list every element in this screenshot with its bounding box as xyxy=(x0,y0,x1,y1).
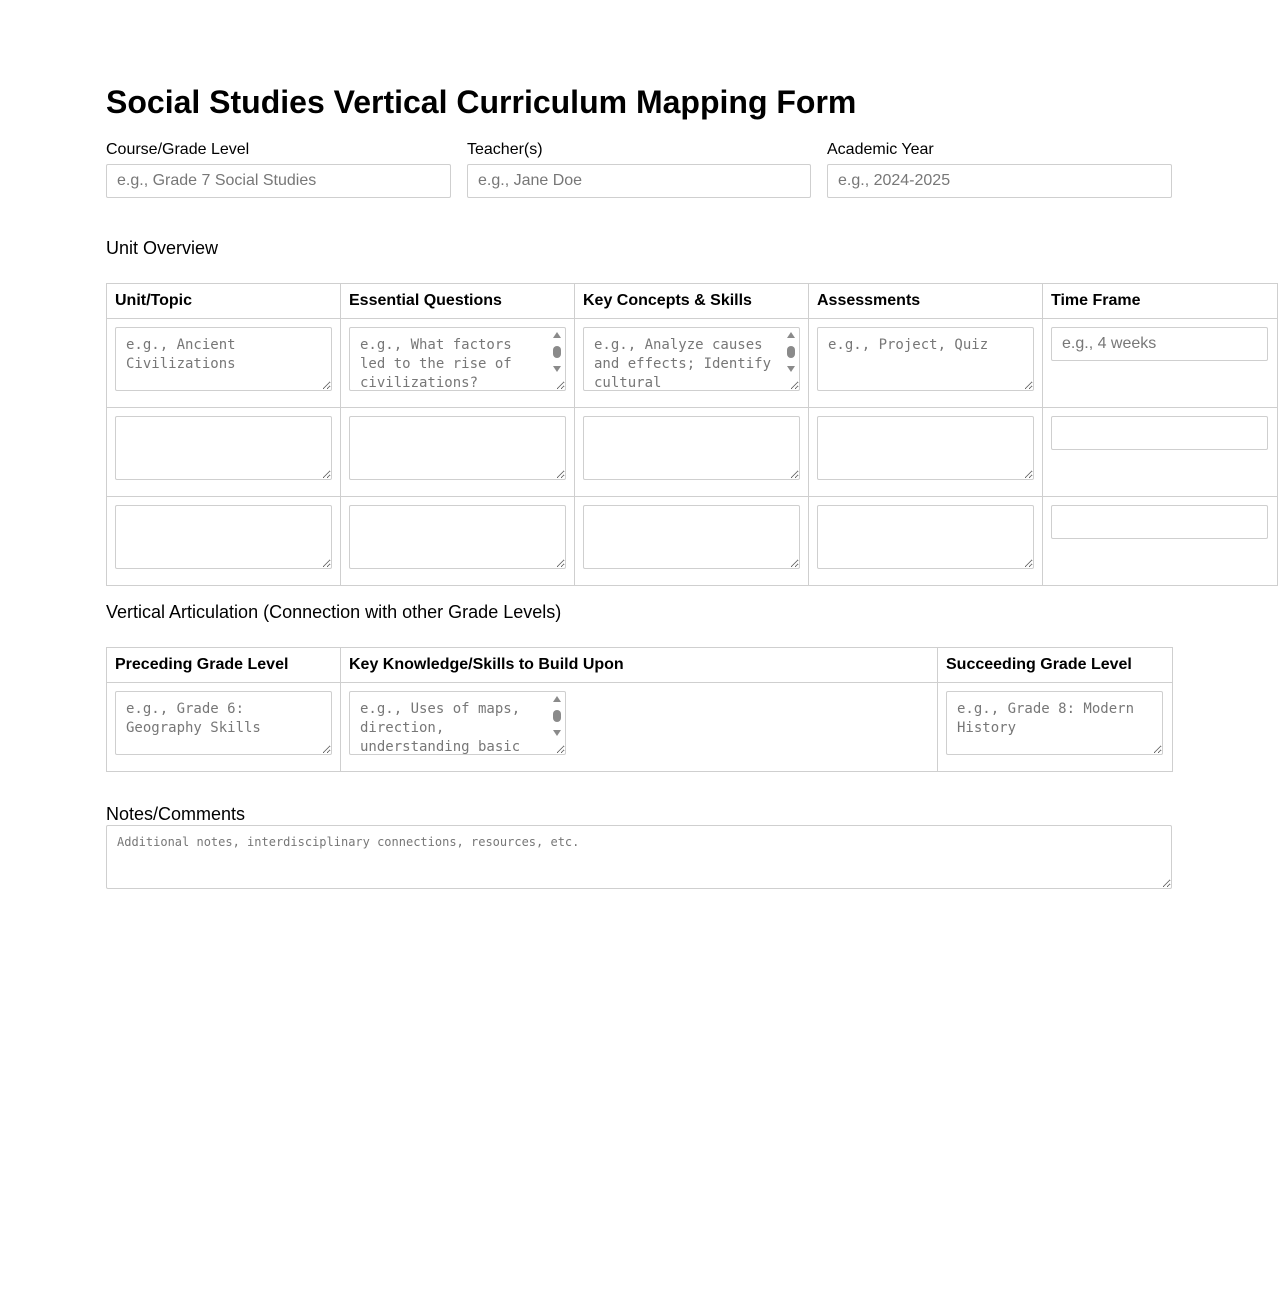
column-header-key-knowledge: Key Knowledge/Skills to Build Upon xyxy=(341,648,938,683)
assessments-textarea[interactable] xyxy=(817,327,1034,391)
table-cell xyxy=(107,497,341,586)
column-header-succeeding-grade: Succeeding Grade Level xyxy=(938,648,1173,683)
essential-questions-textarea[interactable] xyxy=(349,505,566,569)
key-knowledge-wrap xyxy=(349,691,566,755)
page-title: Social Studies Vertical Curriculum Mapping Form xyxy=(106,84,857,120)
assessments-textarea[interactable] xyxy=(817,505,1034,569)
table-cell xyxy=(809,497,1043,586)
key-concepts-textarea[interactable] xyxy=(583,505,800,569)
essential-questions-textarea[interactable] xyxy=(349,416,566,480)
essential-questions-wrap xyxy=(349,327,566,391)
table-row xyxy=(107,497,1278,586)
unit-topic-textarea[interactable] xyxy=(115,416,332,480)
column-header-assessments: Assessments xyxy=(809,284,1043,319)
time-frame-input[interactable] xyxy=(1051,416,1268,450)
course-grade-field xyxy=(106,141,451,198)
table-row xyxy=(107,408,1278,497)
notes-textarea[interactable] xyxy=(106,825,1172,889)
time-frame-input[interactable] xyxy=(1051,505,1268,539)
table-cell xyxy=(1043,319,1278,408)
table-cell xyxy=(938,683,1173,772)
column-header-preceding-grade: Preceding Grade Level xyxy=(107,648,341,683)
table-row xyxy=(107,319,1278,408)
essential-questions-textarea[interactable] xyxy=(349,327,566,391)
table-cell xyxy=(107,408,341,497)
table-cell xyxy=(341,497,575,586)
assessments-textarea[interactable] xyxy=(817,416,1034,480)
table-cell xyxy=(107,319,341,408)
table-cell xyxy=(575,408,809,497)
table-cell xyxy=(809,408,1043,497)
succeeding-grade-textarea[interactable] xyxy=(946,691,1163,755)
unit-overview-header-row xyxy=(107,284,1278,319)
unit-overview-table xyxy=(106,283,1278,586)
vertical-articulation-header-row xyxy=(107,648,1173,683)
column-header-unit-topic: Unit/Topic xyxy=(107,284,341,319)
column-header-essential-questions: Essential Questions xyxy=(341,284,575,319)
table-cell xyxy=(1043,408,1278,497)
academic-year-field xyxy=(827,141,1172,198)
table-cell xyxy=(575,319,809,408)
table-cell xyxy=(1043,497,1278,586)
academic-year-input[interactable] xyxy=(827,164,1172,198)
column-header-time-frame: Time Frame xyxy=(1043,284,1278,319)
key-concepts-textarea[interactable] xyxy=(583,416,800,480)
unit-overview-heading: Unit Overview xyxy=(106,238,219,258)
preceding-grade-textarea[interactable] xyxy=(115,691,332,755)
teacher-input[interactable] xyxy=(467,164,811,198)
course-grade-label: Course/Grade Level xyxy=(106,141,250,158)
teacher-label: Teacher(s) xyxy=(467,141,543,158)
unit-topic-textarea[interactable] xyxy=(115,327,332,391)
academic-year-label: Academic Year xyxy=(827,141,934,158)
table-cell xyxy=(107,683,341,772)
time-frame-input[interactable] xyxy=(1051,327,1268,361)
teacher-field xyxy=(467,141,811,198)
course-grade-input[interactable] xyxy=(106,164,451,198)
key-concepts-wrap xyxy=(583,327,800,391)
vertical-articulation-heading: Vertical Articulation (Connection with other Grade Levels) xyxy=(106,602,562,622)
vertical-articulation-table xyxy=(106,647,1173,772)
table-cell xyxy=(341,319,575,408)
column-header-key-concepts: Key Concepts & Skills xyxy=(575,284,809,319)
table-cell xyxy=(575,497,809,586)
unit-topic-textarea[interactable] xyxy=(115,505,332,569)
notes-label: Notes/Comments xyxy=(106,804,246,824)
key-knowledge-textarea[interactable] xyxy=(349,691,566,755)
table-cell xyxy=(809,319,1043,408)
table-cell xyxy=(341,683,938,772)
key-concepts-textarea[interactable] xyxy=(583,327,800,391)
table-row xyxy=(107,683,1173,772)
table-cell xyxy=(341,408,575,497)
